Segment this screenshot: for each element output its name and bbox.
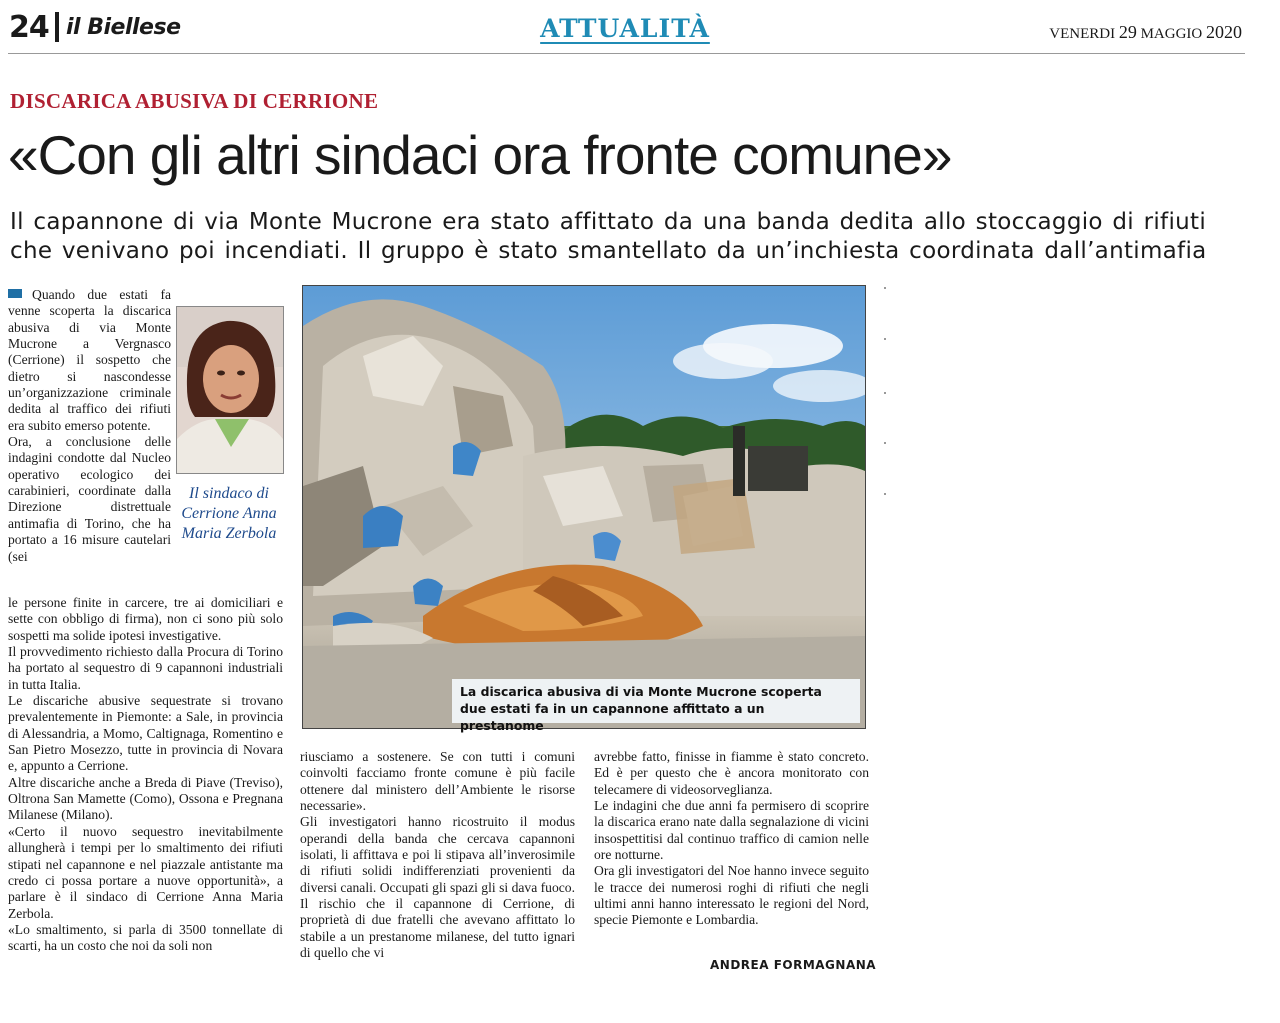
article-author: ANDREA FORMAGNANA xyxy=(710,958,877,972)
page-number: 24 xyxy=(9,10,49,45)
photo-caption: La discarica abusiva di via Monte Mucrone scoperta due estati fa in un capannone affittato a un prestanome xyxy=(452,679,860,723)
date-weekday: VENERDI xyxy=(1049,26,1116,42)
article-column-1-bottom xyxy=(8,595,283,955)
margin-tick xyxy=(884,392,886,394)
landfill-photo xyxy=(302,285,866,729)
portrait-caption: Il sindaco di Cerrione Anna Maria Zerbola xyxy=(181,485,277,542)
paragraph: Gli investigatori hanno ricostruito il modus operandi della banda che cercava capannoni isolati, li affittava e poi li stipava all’inverosimile di rifiuti solidi indifferenziati provenienti da diversi canali. Occupati gli spazi gli si dava fuoco. Il rischio che il capannone di Cerrione, di proprietà di due fratelli che avevano affittato lo stabile a un prestanome milanese, del tutto ignari di quello che vi xyxy=(300,814,575,961)
article-column-3 xyxy=(594,749,869,929)
article-column-2 xyxy=(300,749,575,961)
portrait-photo xyxy=(176,306,284,474)
paragraph: «Certo il nuovo sequestro inevitabilmente allungherà i tempi per lo smaltimento dei rifiuti stipati nel capannone e nel piazzale antistante ma credo ci possa portare a nuove opportunità», a parlare è il sindaco di Cerrione Anna Maria Zerbola. xyxy=(8,823,283,921)
margin-tick xyxy=(884,287,886,289)
date-year: 2020 xyxy=(1206,22,1242,42)
date-day: 29 xyxy=(1118,22,1137,42)
paragraph: avrebbe fatto, finisse in fiamme è stato concreto. Ed è per questo che è ancora monitorato con telecamere di videosorveglianza. xyxy=(594,749,869,797)
margin-tick xyxy=(884,442,886,444)
date-month: MAGGIO xyxy=(1140,26,1203,42)
masthead-logo: il Biellese xyxy=(66,15,181,40)
header-rule xyxy=(8,53,1245,54)
margin-tick xyxy=(884,338,886,340)
article-headline: «Con gli altri sindaci ora fronte comune» xyxy=(8,124,952,186)
paragraph: Altre discariche anche a Breda di Piave (Treviso), Oltrona San Mamette (Como), Ossona e Pregnana Milanese (Milano). xyxy=(8,774,283,823)
paragraph: Il provvedimento richiesto dalla Procura di Torino ha portato al sequestro di 9 capannoni industriali in tutta Italia. xyxy=(8,644,283,692)
paragraph: Ora, a conclusione delle indagini condotte dal Nucleo operativo ecologico dei carabinieri, coordinate dalla Direzione distrettuale antimafia di Torino, che ha portato a 16 misure cautelari (sei xyxy=(8,434,171,564)
paragraph: le persone finite in carcere, tre ai domiciliari e sette con obbligo di firma), non ci sono più solo sospetti ma solide ipotesi investigative. xyxy=(8,595,283,643)
paragraph: Ora gli investigatori del Noe hanno invece seguito le tracce dei numerosi roghi di rifiuti che negli ultimi anni hanno interessato le regioni del Nord, specie Piemonte e Lombardia. xyxy=(594,863,869,928)
paragraph: Le indagini che due anni fa permisero di scoprire la discarica erano nate dalla segnalazione di vicini insospettitisi dal continuo traffico di camion nelle ore notturne. xyxy=(594,798,869,863)
section-label: ATTUALITÀ xyxy=(540,14,710,43)
paragraph: Quando due estati fa venne scoperta la discarica abusiva di via Monte Mucrone a Vergnasco (Cerrione) il sospetto che dietro si nascondesse un’organizzazione criminale dedita al traffico dei rifiuti era subito emerso potente. xyxy=(8,287,171,433)
issue-date xyxy=(1049,22,1242,43)
lead-square-icon xyxy=(8,289,22,298)
portrait-image xyxy=(177,307,283,473)
margin-tick xyxy=(884,493,886,495)
paragraph: «Lo smaltimento, si parla di 3500 tonnellate di scarti, ha un costo che noi da soli non xyxy=(8,921,283,954)
article-subheadline: Il capannone di via Monte Mucrone era stato affittato da una banda dedita allo stoccaggio di rifiuti che venivano poi incendiati. Il gruppo è stato smantellato da un’inchiesta coordinata dall’antimafia xyxy=(10,209,1207,264)
landfill-image xyxy=(303,286,865,728)
paragraph: riusciamo a sostenere. Se con tutti i comuni coinvolti facciamo fronte comune è più facile ottenere dal ministero dell’Ambiente le risorse necessarie». xyxy=(300,749,575,814)
article-kicker: DISCARICA ABUSIVA DI CERRIONE xyxy=(10,89,379,113)
article-column-1-top xyxy=(8,287,171,565)
paragraph: Le discariche abusive sequestrate si trovano prevalentemente in Piemonte: a Sale, in provincia di Alessandria, a Momo, Caltignaga, Romentino e San Pietro Mosezzo, tutte in provincia di Novara e, appunto a Cerrione. xyxy=(8,693,283,774)
